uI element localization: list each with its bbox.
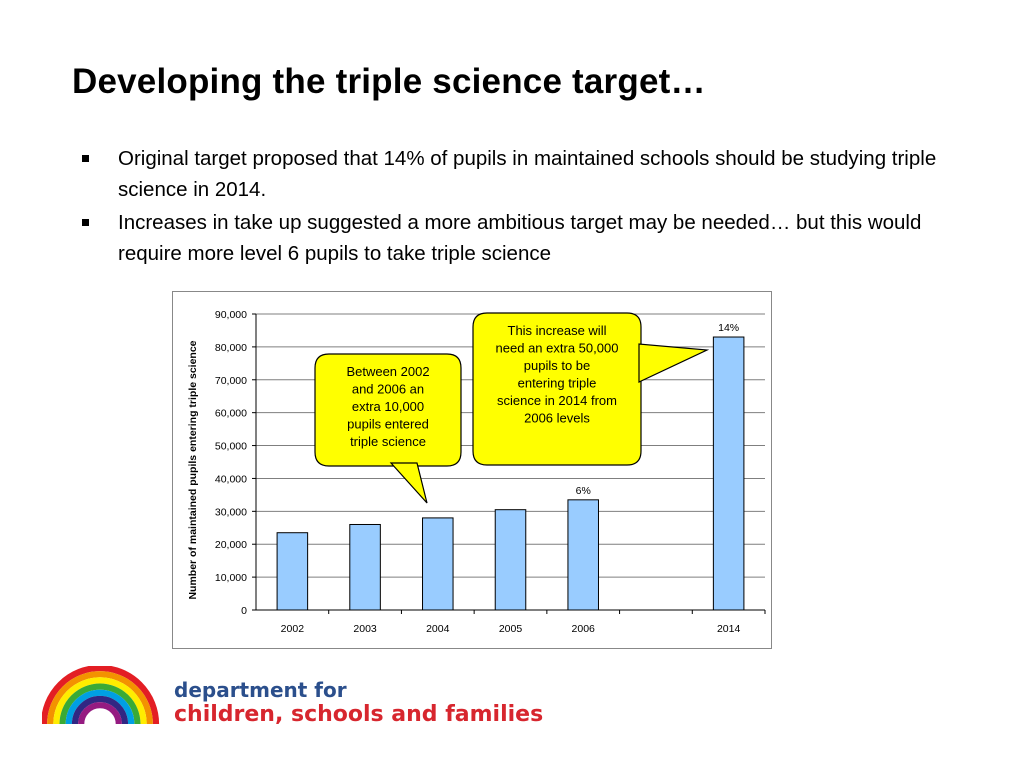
bar bbox=[713, 337, 744, 610]
x-tick-label: 2006 bbox=[571, 623, 595, 635]
square-bullet-icon bbox=[82, 155, 89, 162]
x-tick-label: 2014 bbox=[716, 623, 741, 635]
y-tick-label: 90,000 bbox=[214, 309, 247, 321]
square-bullet-icon bbox=[82, 219, 89, 226]
callout-text-line: pupils entered bbox=[347, 416, 429, 432]
callout-2014 bbox=[473, 313, 707, 465]
bar bbox=[495, 510, 526, 610]
y-tick-label: 10,000 bbox=[214, 572, 247, 585]
y-tick-label: 20,000 bbox=[214, 539, 247, 552]
bar bbox=[423, 518, 454, 610]
bullet-item bbox=[80, 207, 960, 269]
bullet-text: Original target proposed that 14% of pupils in maintained schools should be studying triple science in 2014. bbox=[118, 147, 937, 201]
callout-text-line: pupils to be bbox=[523, 358, 591, 373]
y-tick-label: 80,000 bbox=[214, 341, 247, 354]
y-tick-label: 70,000 bbox=[214, 374, 247, 387]
callout-2002-2006 bbox=[315, 354, 461, 503]
y-tick-label: 40,000 bbox=[214, 473, 247, 486]
x-tick-label: 2003 bbox=[353, 623, 377, 635]
callout-text-line: and 2006 an bbox=[351, 381, 425, 397]
bar bbox=[350, 524, 381, 610]
bar-chart bbox=[173, 292, 771, 648]
callout-text-line: entering triple bbox=[517, 375, 597, 391]
callout-pointer bbox=[639, 344, 707, 382]
dcsf-logo bbox=[42, 666, 544, 736]
bar bbox=[568, 500, 599, 610]
bar-data-label: 14% bbox=[718, 322, 740, 335]
callout-text-line: science in 2014 from bbox=[497, 393, 617, 408]
bullet-list bbox=[80, 143, 960, 271]
rainbow-band bbox=[81, 705, 119, 724]
bar bbox=[277, 533, 308, 610]
y-axis-title: Number of maintained pupils entering triple science bbox=[187, 340, 199, 600]
slide-title: Developing the triple science target… bbox=[72, 62, 706, 101]
y-tick-label: 30,000 bbox=[214, 506, 247, 519]
logo-children-text: children, schools and families bbox=[174, 702, 544, 727]
logo-department-text: department for bbox=[174, 678, 347, 702]
callout-text-line: triple science bbox=[350, 434, 426, 449]
callout-text-line: need an extra 50,000 bbox=[495, 340, 619, 356]
rainbow-logo-icon bbox=[42, 666, 162, 730]
callout-text-line: This increase will bbox=[507, 323, 607, 338]
callout-text bbox=[346, 364, 429, 449]
x-tick-label: 2005 bbox=[498, 623, 523, 635]
bullet-item bbox=[80, 143, 960, 205]
callout-text-line: 2006 levels bbox=[524, 410, 590, 426]
y-tick-label: 0 bbox=[241, 605, 247, 617]
callout-text-line: Between 2002 bbox=[346, 364, 430, 379]
bullet-text: Increases in take up suggested a more ambitious target may be needed… but this would require more level 6 pupils to take triple science bbox=[118, 211, 922, 265]
callout-text-line: extra 10,000 bbox=[351, 399, 425, 414]
y-tick-label: 50,000 bbox=[214, 440, 247, 453]
bar-data-label: 6% bbox=[575, 484, 591, 497]
chart-frame bbox=[172, 291, 772, 649]
x-tick-label: 2004 bbox=[426, 623, 450, 635]
x-tick-label: 2002 bbox=[280, 623, 305, 635]
y-tick-label: 60,000 bbox=[214, 407, 247, 420]
callout-pointer bbox=[391, 463, 427, 503]
